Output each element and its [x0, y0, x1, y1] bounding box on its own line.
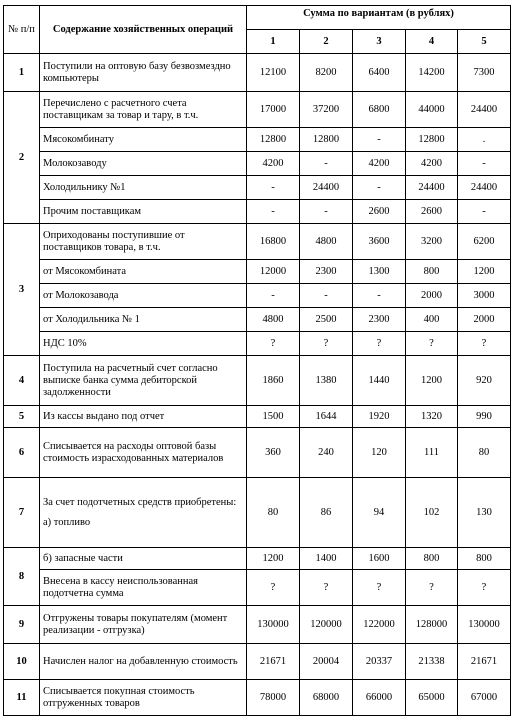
- row-number: 10: [4, 644, 40, 680]
- value-cell: ?: [458, 332, 511, 356]
- value-cell: -: [353, 176, 406, 200]
- header-variant: 5: [458, 30, 511, 54]
- value-cell: 17000: [247, 92, 300, 128]
- row-number: 6: [4, 428, 40, 478]
- value-cell: 240: [300, 428, 353, 478]
- row-description: Списывается покупная стоимость отгруженных товаров: [40, 680, 247, 716]
- table-row: [4, 152, 511, 176]
- row-description: от Молокозавода: [40, 284, 247, 308]
- value-cell: 6800: [353, 92, 406, 128]
- value-cell: 128000: [406, 606, 458, 644]
- value-cell: 800: [458, 548, 511, 570]
- value-cell: ?: [406, 332, 458, 356]
- value-cell: -: [353, 128, 406, 152]
- value-cell: 20337: [353, 644, 406, 680]
- row-description: Поступила на расчетный счет согласно выписке банка сумма дебиторской задолженности: [40, 356, 247, 406]
- value-cell: 3600: [353, 224, 406, 260]
- row-number: 3: [4, 224, 40, 356]
- value-cell: 2000: [458, 308, 511, 332]
- row-description: НДС 10%: [40, 332, 247, 356]
- value-cell: 12800: [406, 128, 458, 152]
- value-cell: 130: [458, 478, 511, 548]
- row-description: Перечислено с расчетного счета поставщикам за товар и тару, в т.ч.: [40, 92, 247, 128]
- row-description: Прочим поставщикам: [40, 200, 247, 224]
- value-cell: 2600: [406, 200, 458, 224]
- value-cell: ?: [353, 570, 406, 606]
- value-cell: 990: [458, 406, 511, 428]
- value-cell: 21338: [406, 644, 458, 680]
- value-cell: 1644: [300, 406, 353, 428]
- value-cell: ?: [353, 332, 406, 356]
- value-cell: 2500: [300, 308, 353, 332]
- value-cell: 16800: [247, 224, 300, 260]
- value-cell: 80: [247, 478, 300, 548]
- table-row: [4, 644, 511, 680]
- value-cell: 2300: [353, 308, 406, 332]
- value-cell: 3200: [406, 224, 458, 260]
- table-row: [4, 680, 511, 716]
- row-description: от Холодильника № 1: [40, 308, 247, 332]
- row-description: б) запасные части: [40, 548, 247, 570]
- value-cell: 94: [353, 478, 406, 548]
- value-cell: 6200: [458, 224, 511, 260]
- row-description: Холодильнику №1: [40, 176, 247, 200]
- value-cell: -: [247, 200, 300, 224]
- value-cell: ?: [300, 570, 353, 606]
- table-row: [4, 200, 511, 224]
- value-cell: ?: [300, 332, 353, 356]
- value-cell: 1400: [300, 548, 353, 570]
- value-cell: 4200: [406, 152, 458, 176]
- value-cell: 8200: [300, 54, 353, 92]
- value-cell: 14200: [406, 54, 458, 92]
- value-cell: 7300: [458, 54, 511, 92]
- value-cell: 360: [247, 428, 300, 478]
- row-number: 8: [4, 548, 40, 606]
- header-variant: 4: [406, 30, 458, 54]
- header-variant: 1: [247, 30, 300, 54]
- table-row: [4, 54, 511, 92]
- table-row: [4, 224, 511, 260]
- value-cell: 80: [458, 428, 511, 478]
- value-cell: 21671: [247, 644, 300, 680]
- table-row: [4, 356, 511, 406]
- table-row: [4, 548, 511, 570]
- table-row: [4, 308, 511, 332]
- value-cell: 86: [300, 478, 353, 548]
- value-cell: 1440: [353, 356, 406, 406]
- table-row: [4, 284, 511, 308]
- table-row: [4, 176, 511, 200]
- value-cell: 1200: [247, 548, 300, 570]
- row-number: 1: [4, 54, 40, 92]
- row-description: Начислен налог на добавленную стоимость: [40, 644, 247, 680]
- header-variant: 2: [300, 30, 353, 54]
- row-description: Мясокомбинату: [40, 128, 247, 152]
- value-cell: .: [458, 128, 511, 152]
- value-cell: -: [458, 200, 511, 224]
- value-cell: 12100: [247, 54, 300, 92]
- value-cell: 65000: [406, 680, 458, 716]
- value-cell: 111: [406, 428, 458, 478]
- value-cell: 21671: [458, 644, 511, 680]
- value-cell: -: [300, 200, 353, 224]
- value-cell: 120: [353, 428, 406, 478]
- table-row: [4, 606, 511, 644]
- value-cell: 24400: [300, 176, 353, 200]
- value-cell: 4200: [353, 152, 406, 176]
- table-row: [4, 478, 511, 548]
- row-description: от Мясокомбината: [40, 260, 247, 284]
- value-cell: 120000: [300, 606, 353, 644]
- value-cell: 1920: [353, 406, 406, 428]
- value-cell: 1600: [353, 548, 406, 570]
- row-number: 2: [4, 92, 40, 224]
- value-cell: ?: [247, 332, 300, 356]
- row-description: Отгружены товары покупателям (момент реализации - отгрузка): [40, 606, 247, 644]
- value-cell: -: [300, 284, 353, 308]
- table-row: [4, 260, 511, 284]
- value-cell: 1300: [353, 260, 406, 284]
- row-description-main: За счет подотчетных средств приобретены:: [43, 496, 237, 508]
- table-row: [4, 92, 511, 128]
- row-number: 5: [4, 406, 40, 428]
- header-sum: Сумма по вариантам (в рублях): [247, 6, 511, 30]
- value-cell: 1200: [458, 260, 511, 284]
- table-row: [4, 128, 511, 152]
- value-cell: 66000: [353, 680, 406, 716]
- row-number: 4: [4, 356, 40, 406]
- value-cell: 1380: [300, 356, 353, 406]
- value-cell: 20004: [300, 644, 353, 680]
- value-cell: 2000: [406, 284, 458, 308]
- row-number: 9: [4, 606, 40, 644]
- row-description: [40, 478, 247, 548]
- value-cell: 12000: [247, 260, 300, 284]
- table-row: [4, 428, 511, 478]
- value-cell: 4200: [247, 152, 300, 176]
- value-cell: 800: [406, 548, 458, 570]
- table-row: [4, 332, 511, 356]
- row-description: Внесена в кассу неиспользованная подотчетна сумма: [40, 570, 247, 606]
- row-description: Молокозаводу: [40, 152, 247, 176]
- value-cell: 12800: [300, 128, 353, 152]
- value-cell: 1320: [406, 406, 458, 428]
- row-description: Из кассы выдано под отчет: [40, 406, 247, 428]
- row-description-sub: а) топливо: [43, 516, 91, 528]
- value-cell: 6400: [353, 54, 406, 92]
- value-cell: -: [353, 284, 406, 308]
- value-cell: -: [247, 284, 300, 308]
- value-cell: 2300: [300, 260, 353, 284]
- value-cell: 2600: [353, 200, 406, 224]
- value-cell: ?: [247, 570, 300, 606]
- value-cell: 4800: [247, 308, 300, 332]
- value-cell: -: [458, 152, 511, 176]
- value-cell: 1860: [247, 356, 300, 406]
- value-cell: 24400: [406, 176, 458, 200]
- header-variant: 3: [353, 30, 406, 54]
- value-cell: 12800: [247, 128, 300, 152]
- value-cell: 67000: [458, 680, 511, 716]
- header-number: № п/п: [4, 6, 40, 54]
- value-cell: 400: [406, 308, 458, 332]
- value-cell: 4800: [300, 224, 353, 260]
- value-cell: ?: [406, 570, 458, 606]
- value-cell: 102: [406, 478, 458, 548]
- value-cell: -: [300, 152, 353, 176]
- row-number: 7: [4, 478, 40, 548]
- value-cell: 78000: [247, 680, 300, 716]
- row-description: Поступили на оптовую базу безвозмездно компьютеры: [40, 54, 247, 92]
- value-cell: -: [247, 176, 300, 200]
- table-row: [4, 570, 511, 606]
- value-cell: 24400: [458, 92, 511, 128]
- value-cell: 44000: [406, 92, 458, 128]
- header-content: Содержание хозяйственных операций: [40, 6, 247, 54]
- value-cell: 3000: [458, 284, 511, 308]
- value-cell: 130000: [458, 606, 511, 644]
- value-cell: 130000: [247, 606, 300, 644]
- value-cell: 37200: [300, 92, 353, 128]
- value-cell: 800: [406, 260, 458, 284]
- value-cell: 68000: [300, 680, 353, 716]
- operations-table: [3, 5, 511, 716]
- table-row: [4, 406, 511, 428]
- row-number: 11: [4, 680, 40, 716]
- row-description: Списывается на расходы оптовой базы стоимость израсходованных материалов: [40, 428, 247, 478]
- value-cell: 122000: [353, 606, 406, 644]
- value-cell: 24400: [458, 176, 511, 200]
- value-cell: 1500: [247, 406, 300, 428]
- value-cell: 1200: [406, 356, 458, 406]
- header-row: [4, 6, 511, 30]
- value-cell: ?: [458, 570, 511, 606]
- value-cell: 920: [458, 356, 511, 406]
- row-description: Оприходованы поступившие от поставщиков товара, в т.ч.: [40, 224, 247, 260]
